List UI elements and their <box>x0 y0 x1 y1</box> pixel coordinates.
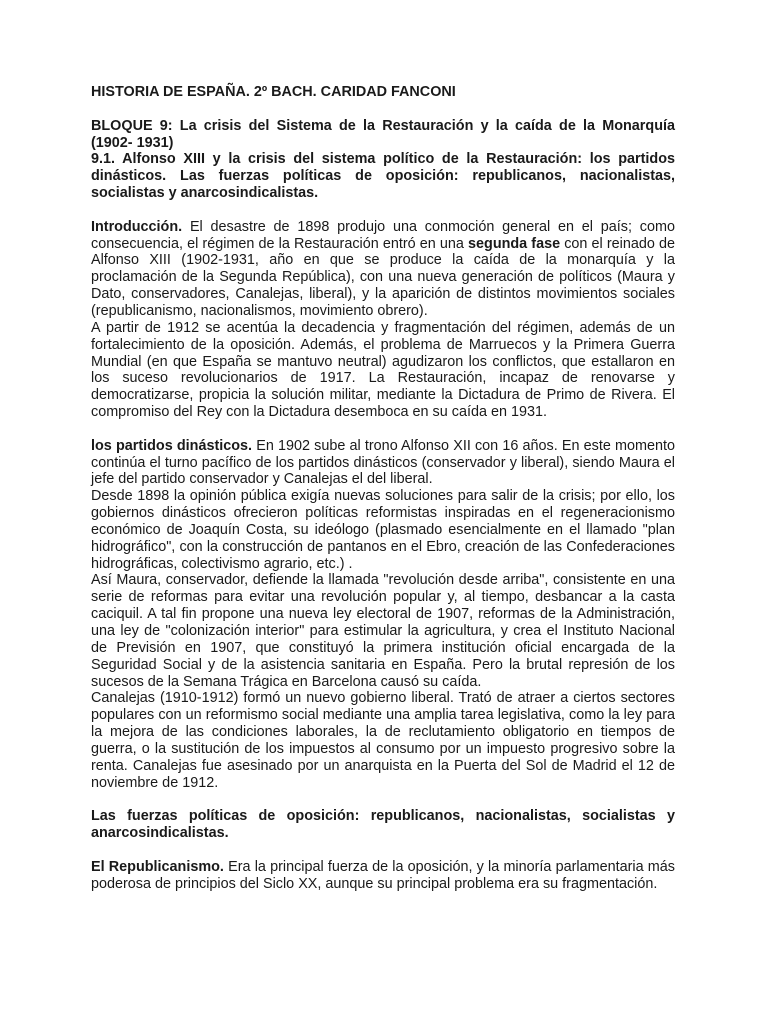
intro-label: Introducción. <box>91 218 183 235</box>
spacer <box>91 842 675 859</box>
dynastic-text: En 1902 sube al trono Alfonso XII con 16 años. En este momento continúa el turno pacífico de los partidos dinásticos (conservador y liberal), siendo Maura el jefe del partido conservador y Canalejas el del liberal. <box>91 437 675 488</box>
opposition-heading: Las fuerzas políticas de oposición: republicanos, nacionalistas, socialistas y anarcosindicalistas. <box>91 808 675 842</box>
dynastic-paragraph-2: Desde 1898 la opinión pública exigía nuevas soluciones para salir de la crisis; por ello, los gobiernos dinásticos ofrecieron políticas reformistas inspiradas en el regeneracionismo económico de Joaquín Costa, su ideólogo (plasmado esencialmente en el llamado "plan hidrográfico", con la construcción de pantanos en el Ebro, creación de las Confederaciones hidrográficas, colectivismo agrario, etc.) . <box>91 488 675 572</box>
block-heading: BLOQUE 9: La crisis del Sistema de la Restauración y la caída de la Monarquía (1902- 1931) <box>91 117 675 151</box>
intro-paragraph-2: A partir de 1912 se acentúa la decadencia y fragmentación del régimen, además de un fortalecimiento de la oposición. Además, el problema de Marruecos y la Primera Guerra Mundial (en que España se mantuvo neutral) agudizaron los conflictos, que estallaron en los suceso revolucionarios de 1917. La Restauración, incapaz de renovarse y democratizarse, propicia la solución militar, mediante la Dictadura de Primo de Rivera. El compromiso del Rey con la Dictadura desemboca en su caída en 1931. <box>91 319 675 421</box>
dynastic-paragraph-3: Así Maura, conservador, defiende la llamada "revolución desde arriba", consistente en una serie de reformas para evitar una revolución popular y, al tiempo, desbancar a la casta caciquil. A tal fin propone una nueva ley electoral de 1907, reformas de la Administración, una ley de "colonización interior" para estimular la agricultura, y crea el Instituto Nacional de Previsión en 1907, que constituyó la primera institución oficial encargada de la Seguridad Social y de la asistencia sanitaria en España. Pero la brutal represión de los sucesos de la Semana Trágica en Barcelona causó su caída. <box>91 572 675 690</box>
republicanism-label: El Republicanismo. <box>91 858 224 875</box>
spacer <box>91 421 675 438</box>
intro-text-a: El desastre de 1898 produjo una conmoción general en el país; como consecuencia, el régimen de la Restauración entró en una <box>91 218 675 252</box>
intro-emphasis: segunda fase <box>468 235 561 252</box>
intro-paragraph <box>91 219 675 320</box>
republicanism-text: Era la principal fuerza de la oposición, y la minoría parlamentaria más poderosa de principios del Siclo XX, aunque su principal problema era su fragmentación. <box>91 858 675 892</box>
document-page <box>91 84 675 893</box>
spacer <box>91 202 675 219</box>
document-title: HISTORIA DE ESPAÑA. 2º BACH. CARIDAD FANCONI <box>91 84 456 100</box>
spacer <box>91 791 675 808</box>
spacer <box>91 101 675 118</box>
section-heading: 9.1. Alfonso XIII y la crisis del sistema político de la Restauración: los partidos dinásticos. Las fuerzas políticas de oposición: republicanos, nacionalistas, socialistas y anarcosindicalistas. <box>91 151 675 202</box>
dynastic-paragraph <box>91 438 675 489</box>
dynastic-label: los partidos dinásticos. <box>91 437 253 454</box>
republicanism-paragraph <box>91 859 675 893</box>
dynastic-paragraph-4: Canalejas (1910-1912) formó un nuevo gobierno liberal. Trató de atraer a ciertos sectores populares con un reformismo social mediante una amplia tarea legislativa, como la ley para la mejora de las condiciones laborales, la de reclutamiento obligatorio en tiempos de guerra, o la sustitución de los impuestos al consumo por un impuesto progresivo sobre la renta. Canalejas fue asesinado por un anarquista en la Puerta del Sol de Madrid el 12 de noviembre de 1912. <box>91 690 675 791</box>
intro-text-b: con el reinado de Alfonso XIII (1902-1931, año en que se produce la caída de la monarquía y la proclamación de la Segunda República), con una nueva generación de políticos (Maura y Dato, conservadores, Canalejas, liberal), y la aparición de distintos movimientos sociales (republicanismo, nacionalismos, movimiento obrero). <box>91 235 675 319</box>
